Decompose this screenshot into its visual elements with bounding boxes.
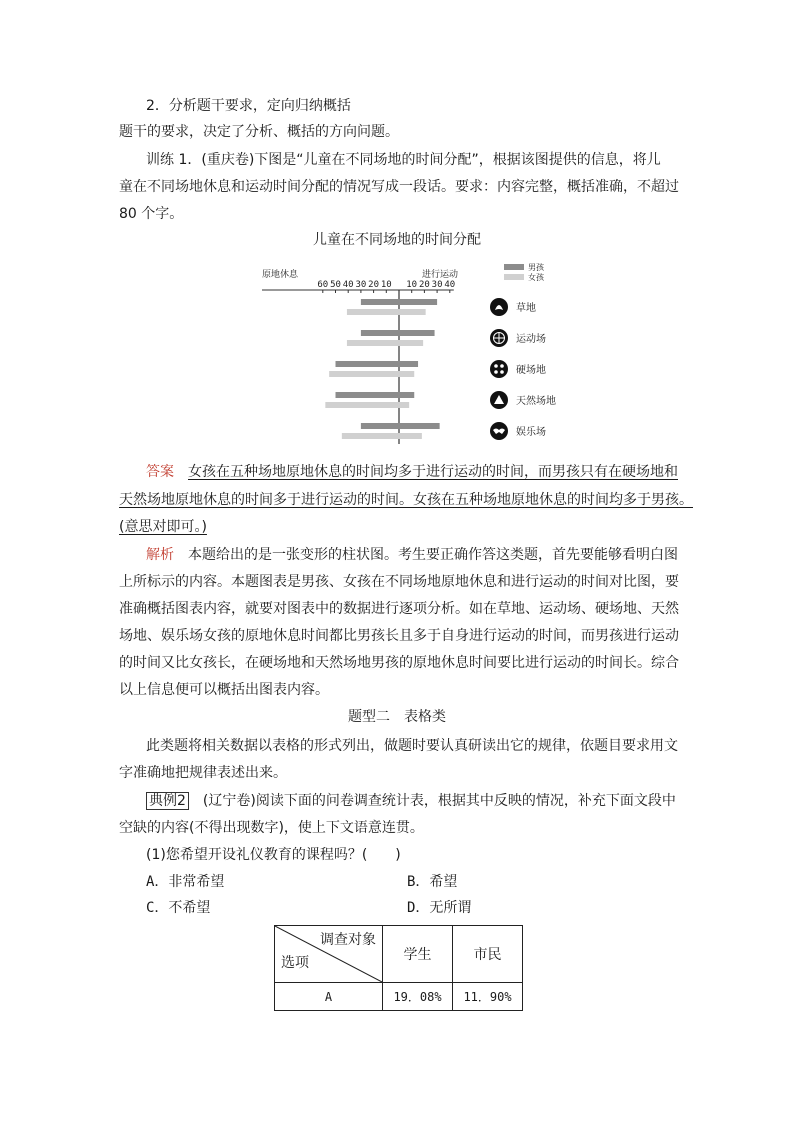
example-line-1: 典例2 (辽宁卷)阅读下面的问卷调查统计表，根据其中反映的情况，补充下面文段中 [146, 791, 676, 811]
girls-bar-2 [347, 340, 423, 346]
sport-tick-label: 10 [406, 280, 418, 290]
rest-tick-label: 50 [330, 280, 341, 290]
rest-tick-label: 30 [355, 280, 367, 290]
exercise-line-3: 80 个字。 [119, 206, 184, 222]
time-allocation-chart [258, 256, 578, 446]
legend-swatch [504, 274, 524, 280]
boys-bar-4 [336, 392, 415, 398]
rest-tick-label: 40 [342, 280, 354, 290]
survey-question: (1)您希望开设礼仪教育的课程吗？( ) [146, 847, 401, 863]
rest-axis-label: 原地休息 [262, 270, 299, 280]
legend-label: 女孩 [528, 273, 544, 282]
boys-bar-3 [336, 361, 419, 367]
analysis-line-3: 准确概括图表内容，就要对图表中的数据进行逐项分析。如在草地、运动场、硬场地、天然 [119, 601, 679, 617]
corner-top-label: 调查对象 [320, 932, 376, 948]
rest-tick-label: 60 [317, 280, 329, 290]
answer-line-2: 天然场地原地休息的时间多于进行运动的时间。女孩在五种场地原地休息的时间均多于男孩。 [119, 492, 693, 508]
dots-icon [490, 360, 508, 378]
category-label: 天然场地 [516, 396, 556, 407]
leaf-icon [490, 298, 508, 316]
answer-line-1: 答案 女孩在五种场地原地休息的时间均多于进行运动的时间，而男孩只有在硬场地和 [146, 464, 678, 480]
category-label: 硬场地 [516, 365, 546, 376]
option-a: A．非常希望 [146, 874, 225, 890]
answer-label: 答案 [146, 464, 174, 480]
example-line-2: 空缺的内容(不得出现数字)，使上下文语意连贯。 [119, 820, 424, 836]
girls-bar-5 [342, 433, 422, 439]
bat-icon [490, 422, 508, 440]
example-label: 典例2 [146, 792, 189, 810]
row-student-value: 19．08% [383, 983, 453, 1011]
exercise-line-1: 训练 1．(重庆卷)下图是“儿童在不同场地的时间分配”，根据该图提供的信息，将儿 [146, 152, 661, 168]
column-header-students: 学生 [383, 926, 453, 983]
option-b: B．希望 [407, 874, 458, 890]
analysis-line-2: 上所标示的内容。本题图表是男孩、女孩在不同场地原地休息和进行运动的时间对比图，要 [119, 574, 679, 590]
analysis-line-6: 以上信息便可以概括出图表内容。 [119, 682, 329, 698]
analysis-line-5: 的时间又比女孩长，在硬场地和天然场地男孩的原地休息时间要比进行运动的时间长。综合 [119, 655, 679, 671]
table-header-row [275, 926, 523, 983]
girls-bar-4 [325, 402, 409, 408]
boys-bar-2 [361, 330, 435, 336]
type2-line-2: 字准确地把规律表述出来。 [119, 765, 287, 781]
category-label: 娱乐场 [516, 427, 546, 438]
category-label: 草地 [516, 303, 536, 314]
girls-bar-1 [347, 309, 426, 315]
legend-label: 男孩 [528, 263, 544, 272]
option-c: C．不希望 [146, 900, 211, 916]
analysis-line-4: 场地、娱乐场女孩的原地休息时间都比男孩长且多于自身进行运动的时间，而男孩进行运动 [119, 628, 679, 644]
column-header-citizens: 市民 [453, 926, 523, 983]
category-label: 运动场 [516, 334, 546, 345]
boys-bar-5 [361, 423, 440, 429]
analysis-label: 解析 [146, 547, 174, 563]
table-row [275, 983, 523, 1011]
section-intro: 题干的要求，决定了分析、概括的方向问题。 [119, 124, 399, 140]
legend-swatch [504, 264, 524, 270]
row-citizen-value: 11．90% [453, 983, 523, 1011]
globe-icon [490, 329, 508, 347]
sport-tick-label: 40 [444, 280, 456, 290]
table-corner-cell [275, 926, 383, 983]
mountain-icon [490, 391, 508, 409]
analysis-line-1: 解析 本题给出的是一张变形的柱状图。考生要正确作答这类题，首先要能够看明白图 [146, 547, 678, 563]
sport-axis-label: 进行运动 [422, 270, 459, 280]
rest-tick-label: 20 [368, 280, 380, 290]
corner-bottom-label: 选项 [281, 955, 309, 971]
survey-table [274, 925, 523, 1011]
section-heading: 2．分析题干要求，定向归纳概括 [146, 98, 351, 114]
answer-line-3: (意思对即可。) [119, 519, 207, 535]
rest-tick-label: 10 [380, 280, 392, 290]
sport-tick-label: 20 [418, 280, 430, 290]
option-d: D．无所谓 [407, 900, 472, 916]
type2-heading: 题型二 表格类 [348, 709, 446, 725]
sport-tick-label: 30 [431, 280, 443, 290]
row-option-cell: A [275, 983, 383, 1011]
girls-bar-3 [329, 371, 414, 377]
chart-title: 儿童在不同场地的时间分配 [313, 232, 481, 248]
type2-line-1: 此类题将相关数据以表格的形式列出，做题时要认真研读出它的规律，依题目要求用文 [146, 738, 678, 754]
exercise-line-2: 童在不同场地休息和运动时间分配的情况写成一段话。要求：内容完整，概括准确，不超过 [119, 179, 679, 195]
boys-bar-1 [361, 299, 437, 305]
